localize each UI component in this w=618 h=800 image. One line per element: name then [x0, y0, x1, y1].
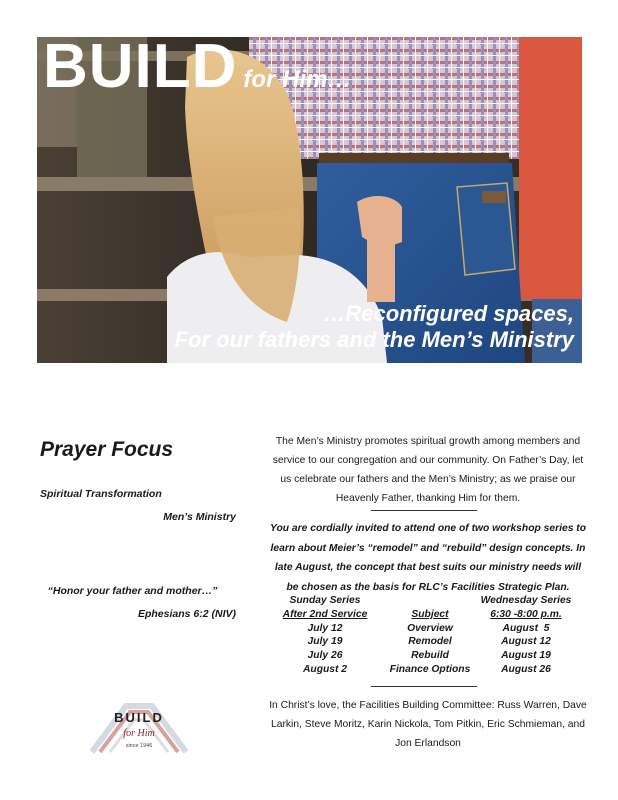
hero-title-for-him: for Him…	[243, 66, 352, 93]
subject-column	[380, 594, 480, 677]
scripture-quote: “Honor your father and mother…”	[47, 585, 218, 597]
hero-title-build: BUILD	[43, 37, 238, 101]
logo-build-text: BUILD	[114, 710, 164, 725]
sunday-series-column	[280, 594, 370, 677]
build-for-him-logo	[86, 702, 192, 754]
subject: Finance Options	[389, 663, 471, 675]
sunday-date: July 12	[307, 622, 343, 634]
subject-header: Subject	[411, 608, 449, 620]
sunday-series-header: Sunday Series	[289, 595, 361, 606]
wednesday-series-header: Wednesday Series	[480, 595, 572, 606]
subject: Overview	[407, 622, 453, 634]
subject: Remodel	[408, 636, 452, 648]
hero-subtitle-line2: For our fathers and the Men’s Ministry	[174, 327, 574, 352]
wednesday-series-sub: 6:30 -8:00 p.m.	[490, 608, 562, 620]
subject: Rebuild	[411, 650, 449, 662]
prayer-focus-heading: Prayer Focus	[40, 438, 174, 461]
logo-for-him-text: for Him	[123, 728, 155, 739]
wednesday-series-column	[476, 594, 576, 677]
hero-subtitle	[175, 301, 574, 353]
wednesday-date: August 12	[501, 636, 551, 648]
sunday-date: July 19	[307, 636, 343, 648]
sunday-date: July 26	[307, 650, 343, 662]
red-shirt	[519, 37, 582, 299]
prayer-ministry: Men’s Ministry	[163, 511, 236, 523]
hero-subtitle-line1: …Reconfigured spaces,	[323, 301, 574, 326]
sunday-series-sub: After 2nd Service	[282, 608, 368, 620]
scripture-reference: Ephesians 6:2 (NIV)	[137, 608, 236, 620]
subject-spacer	[380, 594, 480, 608]
sunday-date: August 2	[302, 663, 348, 675]
hero-title	[43, 37, 351, 102]
wednesday-date: August 19	[501, 650, 551, 662]
wednesday-date: August 26	[501, 663, 551, 675]
divider	[371, 510, 477, 511]
divider	[371, 686, 477, 687]
hero-photo	[37, 37, 582, 363]
invitation-paragraph: You are cordially invited to attend one of two workshop series to learn about Meier’s “remodel” and “rebuild” design concepts. In late August, the concept that best suits our ministry needs will be chosen as the basis for RLC’s Facilities Strategic Plan.	[269, 523, 586, 593]
logo-since-text: since 1946	[125, 743, 153, 749]
prayer-topic: Spiritual Transformation	[40, 488, 162, 500]
wednesday-date: August 5	[502, 622, 550, 634]
committee-signature: In Christ’s love, the Facilities Building Committee: Russ Warren, Dave Larkin, Steve Moritz, Karin Nickola, Tom Pitkin, Eric Schmieman, and Jon Erlandson	[269, 700, 587, 749]
intro-paragraph: The Men’s Ministry promotes spiritual growth among members and service to our congregation and our community. On Father’s Day, let us celebrate our fathers and the Men’s Ministry; as we praise our Heavenly Father, thanking Him for them.	[272, 436, 584, 504]
